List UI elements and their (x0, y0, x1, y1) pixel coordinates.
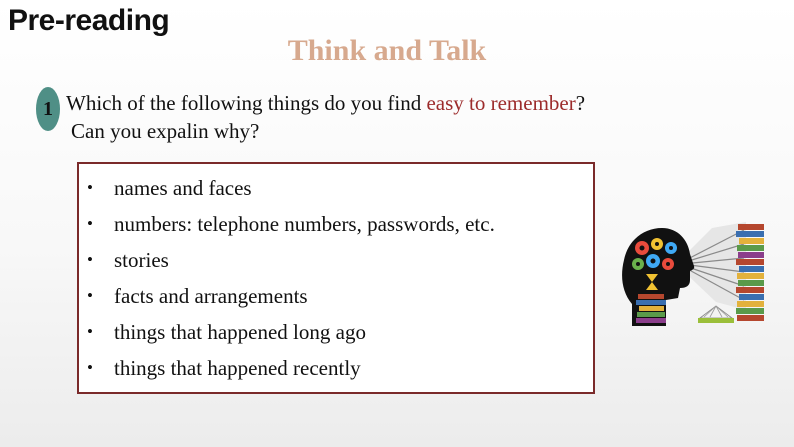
list-item-text: names and faces (114, 176, 252, 200)
question-number-badge (36, 87, 60, 131)
list-item-text: facts and arrangements (114, 284, 308, 308)
bullet-icon: • (87, 358, 93, 377)
question-text-before: Which of the following things do you find (66, 91, 427, 115)
question-text-after: ? (575, 91, 586, 115)
bullet-icon: • (87, 286, 93, 305)
question-line2: Can you expalin why? (71, 119, 260, 143)
list-item (79, 246, 593, 282)
bullet-icon: • (87, 178, 93, 197)
list-item (79, 282, 593, 318)
list-item (79, 318, 593, 354)
list-item-text: things that happened long ago (114, 320, 366, 344)
list-item (79, 210, 593, 246)
bullet-icon: • (87, 250, 93, 269)
list-item-text: things that happened recently (114, 356, 361, 380)
list-item-text: numbers: telephone numbers, passwords, etc. (114, 212, 495, 236)
list-item (79, 354, 593, 390)
question-highlight: easy to remember (426, 91, 576, 115)
list-item-text: stories (114, 248, 169, 272)
list-item (79, 174, 593, 210)
section-subtitle: Think and Talk (287, 34, 487, 67)
options-list (79, 164, 593, 390)
head-with-gears-and-books-icon (616, 218, 776, 330)
question-number: 1 (43, 97, 53, 120)
slide-title: Pre-reading (8, 4, 170, 37)
question-text (66, 89, 585, 145)
bullet-icon: • (87, 214, 93, 233)
options-box (77, 162, 595, 394)
bullet-icon: • (87, 322, 93, 341)
